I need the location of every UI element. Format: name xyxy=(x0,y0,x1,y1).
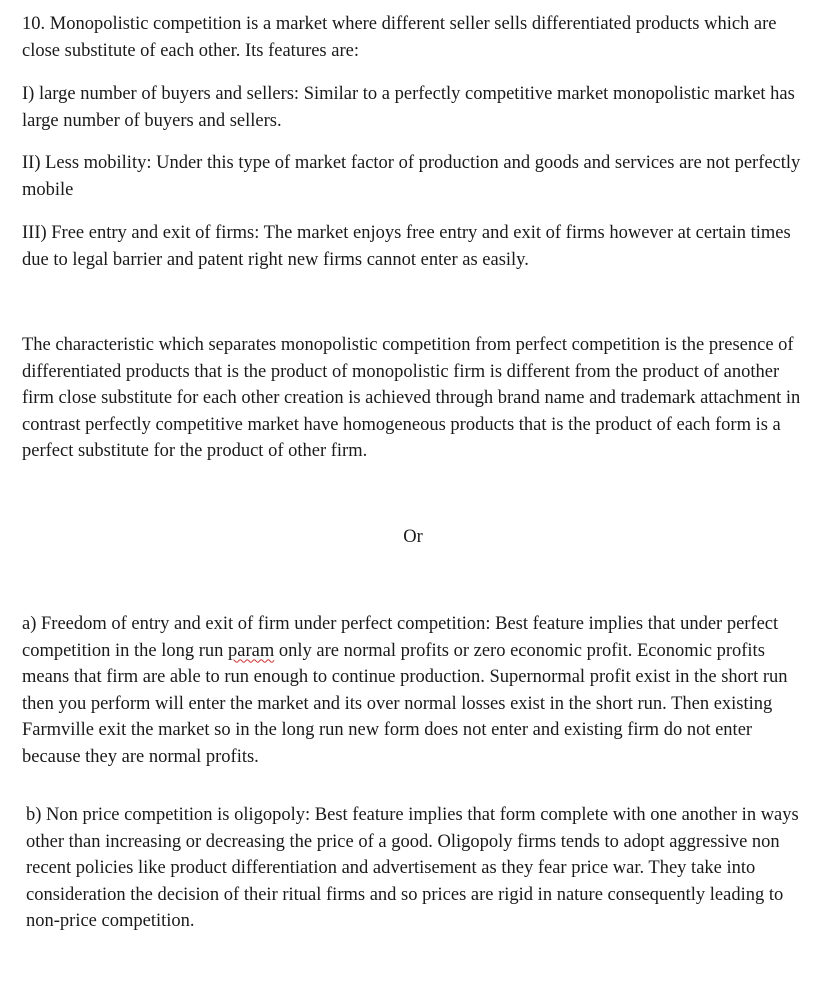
feature-less-mobility: II) Less mobility: Under this type of market factor of production and goods and services are not perfectly mobile xyxy=(22,153,801,200)
feature-free-entry-exit: III) Free entry and exit of firms: The market enjoys free entry and exit of firms however at certain times due to legal barrier and patent right new firms cannot enter as easily. xyxy=(22,223,791,270)
feature-large-number-of-buyers-sellers: I) large number of buyers and sellers: Similar to a perfectly competitive market monopolistic market has large number of buyers and sellers. xyxy=(22,84,795,131)
question-10-intro: 10. Monopolistic competition is a market where different seller sells differentiated products which are close substitute of each other. Its features are: xyxy=(22,14,777,61)
answer-a-text-before: a) Freedom of entry and exit of firm under perfect competition: Best feature implies that under perfect competition in the long run xyxy=(22,614,779,661)
spellcheck-flagged-word[interactable]: param xyxy=(228,640,275,661)
distinguishing-characteristic-paragraph: The characteristic which separates monopolistic competition from perfect competition is the presence of differentiated products that is the product of monopolistic firm is different from the product of another firm close substitute for each other creation is achieved through brand name and trademark attachment in contrast perfectly competitive market have homogeneous products that is the product of each form is a perfect substitute for the product of other firm. xyxy=(22,335,801,461)
or-separator: Or xyxy=(403,527,423,547)
answer-a-text-after: only are normal profits or zero economic profit. Economic profits means that firm are able to run enough to continue production. Supernormal profit exist in the short run then you perform will enter the market and its over normal losses exist in the short run. Then existing Farmville exit the market so in the long run new form does not enter and existing firm do not enter because they are normal profits. xyxy=(22,640,788,767)
answer-a-paragraph xyxy=(22,611,802,770)
answer-b-paragraph: b) Non price competition is oligopoly: Best feature implies that form complete with one another in ways other than increasing or decreasing the price of a good. Oligopoly firms tends to adopt aggressive non recent policies like product differentiation and advertisement as they fear price war. They take into consideration the decision of their ritual firms and so prices are rigid in nature consequently leading to non-price competition. xyxy=(26,805,799,931)
